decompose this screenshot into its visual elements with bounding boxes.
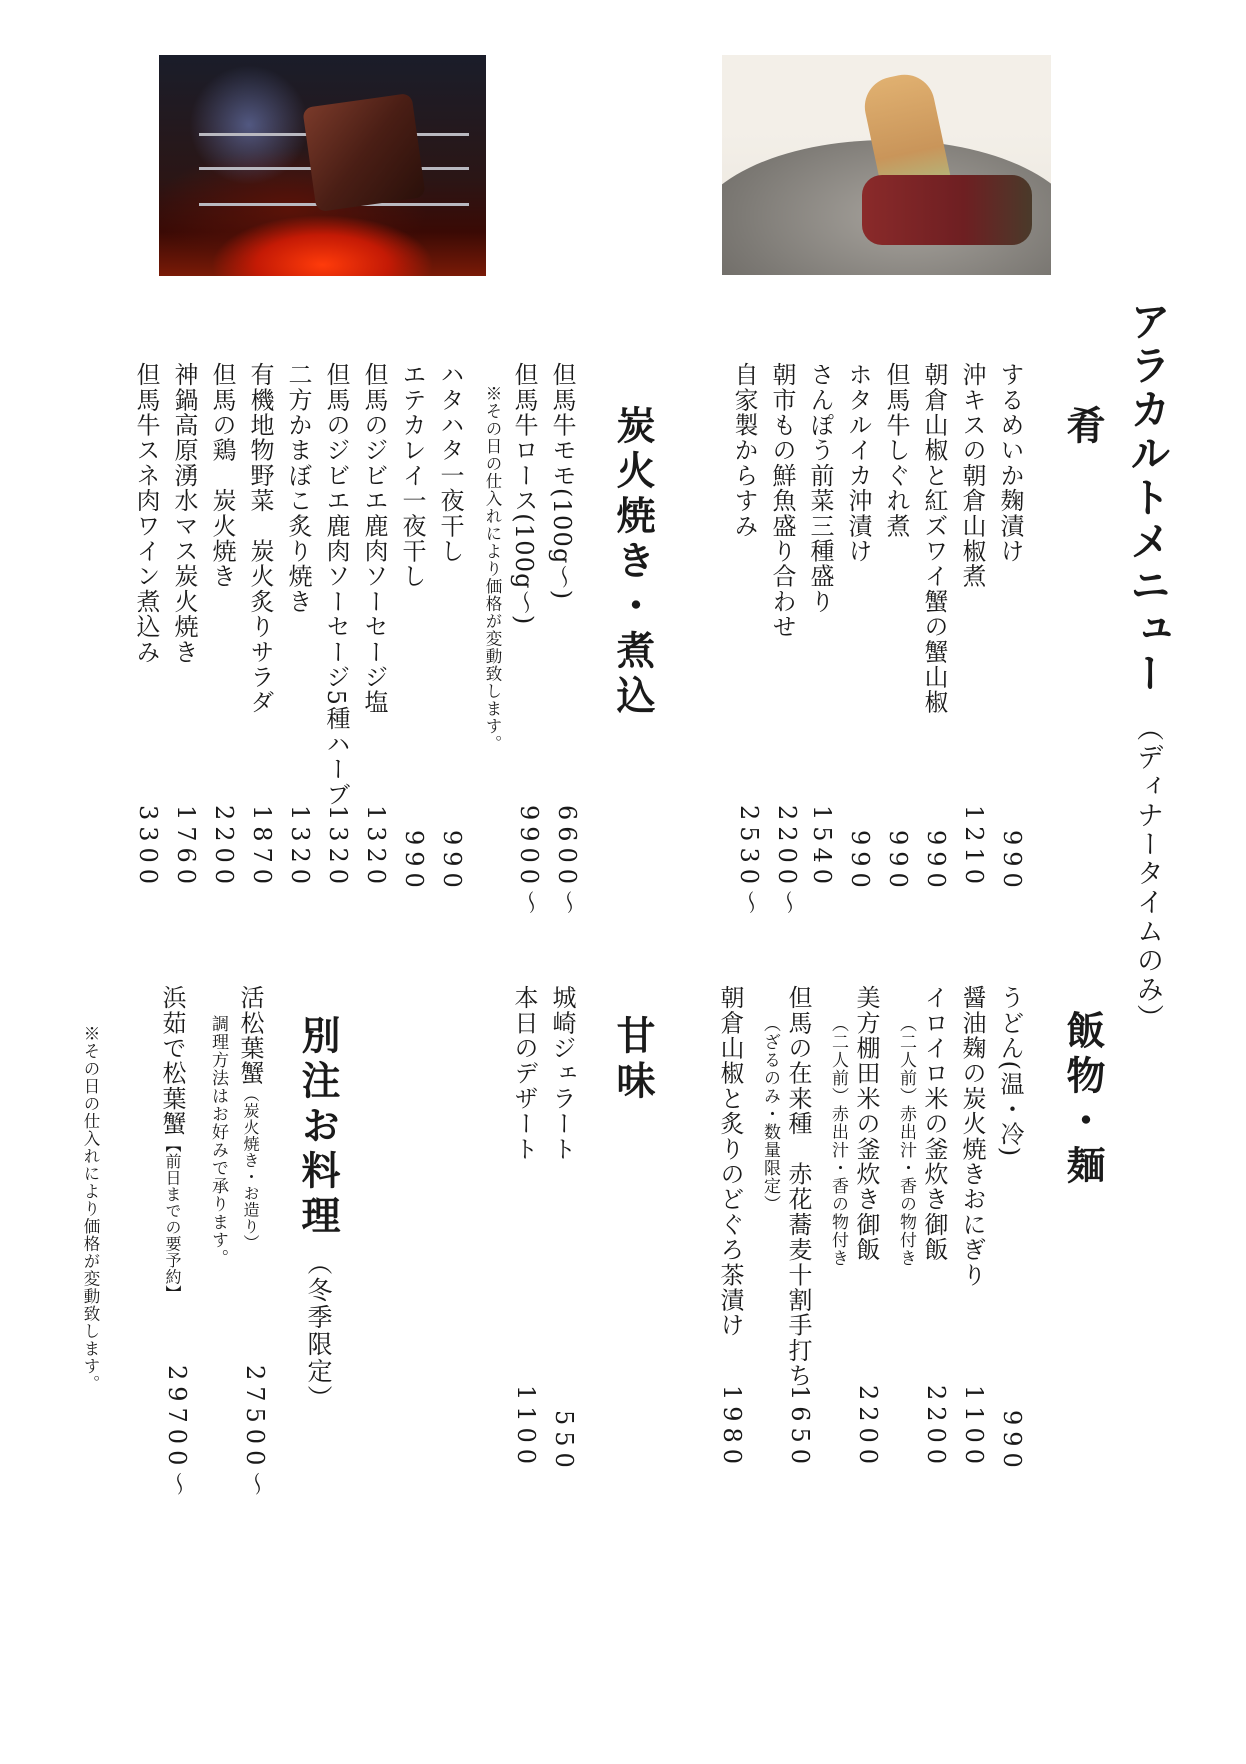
menu-item-name-text: 浜茹で松葉蟹 [158,985,186,1137]
menu-item-price: 990 [846,830,874,894]
menu-item-sub: （ざるのみ・数量限定） [760,1015,780,1213]
menu-item-name: イロイロ米の釜炊き御飯 [920,985,948,1263]
menu-item-name: 朝倉山椒と炙りのどぐろ茶漬け [716,985,744,1338]
menu-item-name: 沖キスの朝倉山椒煮 [958,362,986,589]
menu-item-price: 990 [400,830,428,894]
menu-item-price: 990 [998,830,1026,894]
plated-dish-photo [722,55,1051,275]
menu-item-name: するめいか麹漬け [996,362,1024,564]
section-heading-sumibi: 炭火焼き・煮込 [610,405,656,720]
menu-item-tag: （炭火焼き・お造り） [241,1085,260,1251]
menu-item-price: 29700～ [163,1365,191,1502]
menu-item-name: 但馬の在来種 赤花蕎麦十割手打ち [784,985,812,1389]
menu-item-name: 朝市もの鮮魚盛り合わせ [768,362,796,640]
menu-item-sub: （二人前）赤出汁・香の物付き [828,1015,848,1267]
menu-item-price: 1650 [786,1385,814,1471]
meat-shape [302,93,426,212]
menu-item-price: 1100 [512,1385,540,1471]
menu-item-price: 6600～ [553,805,581,921]
menu-item-name-text: 活松葉蟹 [236,985,264,1086]
section-heading-betsuchu [290,1015,346,1412]
menu-item-name: 二方かまぼこ炙り焼き [284,362,312,614]
menu-item-name: 醤油麹の炭火焼きおにぎり [958,985,986,1288]
menu-item-name: 但馬のジビエ鹿肉ソーセージ塩 [360,362,388,715]
menu-item-price: 550 [550,1410,578,1474]
price-note: ※その日の仕入れにより価格が変動致します。 [81,1025,100,1393]
menu-item-name: 美方棚田米の釜炊き御飯 [852,985,880,1263]
section-heading-note: （冬季限定） [304,1250,333,1412]
menu-item-name: 神鍋高原湧水マス炭火焼き [170,362,198,665]
menu-item-name [238,985,262,1251]
section-heading-meshi: 飯物・麺 [1060,1010,1106,1190]
menu-item-name: 朝倉山椒と紅ズワイ蟹の蟹山椒 [920,362,948,715]
menu-item-sub: （二人前）赤出汁・香の物付き [896,1015,916,1267]
menu-item-price: 1210 [960,805,988,891]
menu-item-price: 990 [438,830,466,894]
menu-item-tag: 【前日までの要予約】 [163,1136,182,1302]
menu-item-name: 但馬牛スネ肉ワイン煮込み [132,362,160,665]
menu-item-price: 2530～ [735,805,763,921]
menu-item-sub: 調理方法はお好みで承ります。 [208,1015,228,1267]
menu-item-name: 自家製からすみ [730,362,758,539]
menu-item-name: 有機地物野菜 炭火炙りサラダ [246,362,274,715]
menu-item-price: 3300 [134,805,162,891]
menu-item-name [160,985,184,1301]
menu-item-name: さんぽう前菜三種盛り [806,362,834,614]
menu-item-price: 1540 [808,805,836,891]
menu-title-text: アラカルトメニュー [1123,300,1171,696]
menu-item-name: 但馬牛ロース(100g～) [510,362,538,626]
menu-item-price: 990 [922,830,950,894]
menu-item-price: 2200～ [773,805,801,921]
beef-shape [862,175,1032,245]
menu-item-name: 城崎ジェラート [548,985,576,1162]
menu-item-price: 990 [998,1410,1026,1474]
menu-item-price: 1760 [172,805,200,891]
menu-item-price: 1870 [248,805,276,891]
menu-item-name: ハタハタ一夜干し [436,362,464,564]
menu-item-price: 2200 [922,1385,950,1471]
menu-item-name: うどん(温・冷) [996,985,1024,1158]
menu-item-price: 1100 [960,1385,988,1471]
menu-item-price: 1320 [324,805,352,891]
menu-item-price: 2200 [210,805,238,891]
menu-item-price: 9900～ [515,805,543,921]
menu-item-name: 但馬牛モモ(100g～) [548,362,576,601]
menu-title [1118,300,1177,1033]
menu-item-name: 本日のデザート [510,985,538,1162]
section-heading-kanmi: 甘味 [610,1015,656,1105]
grilled-meat-photo [159,55,486,276]
menu-title-note: （ディナータイムのみ） [1132,714,1163,1033]
section-heading-sakana: 肴 [1060,405,1106,450]
menu-item-name: エテカレイ一夜干し [398,362,426,589]
menu-item-price: 1980 [718,1385,746,1471]
menu-item-name: 但馬のジビエ鹿肉ソーセージ5種ハーブ [322,362,350,807]
section-heading-text: 別注お料理 [295,1015,341,1240]
menu-item-name: 但馬の鶏 炭火焼き [208,362,236,589]
menu-item-price: 990 [884,830,912,894]
menu-item-price: 27500～ [241,1365,269,1502]
price-note: ※その日の仕入れにより価格が変動致します。 [483,385,502,753]
menu-item-name: ホタルイカ沖漬け [844,362,872,564]
menu-item-price: 2200 [854,1385,882,1471]
menu-item-price: 1320 [286,805,314,891]
menu-item-price: 1320 [362,805,390,891]
menu-item-name: 但馬牛しぐれ煮 [882,362,910,539]
